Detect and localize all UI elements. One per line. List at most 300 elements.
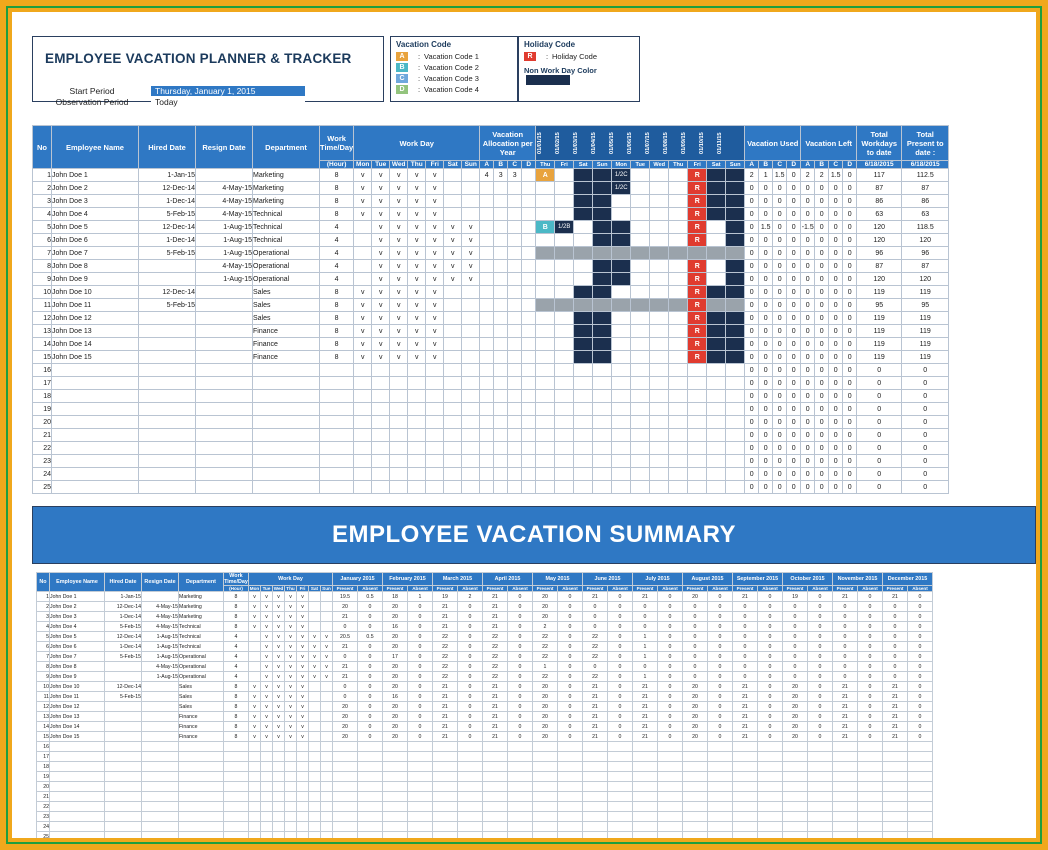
work-time-day[interactable]: 4: [320, 221, 354, 234]
vacation-left[interactable]: 0: [829, 442, 843, 455]
summary-absent[interactable]: 0: [658, 602, 683, 612]
summary-hired-date[interactable]: [105, 672, 142, 682]
calendar-cell[interactable]: R: [688, 273, 707, 286]
summary-workday-flag[interactable]: v: [309, 642, 321, 652]
workday-flag[interactable]: v: [426, 182, 444, 195]
workday-flag[interactable]: [390, 442, 408, 455]
summary-workday-flag[interactable]: v: [297, 722, 309, 732]
calendar-cell[interactable]: [726, 260, 745, 273]
summary-workday-flag[interactable]: v: [297, 712, 309, 722]
summary-absent[interactable]: 0: [508, 682, 533, 692]
summary-row-number[interactable]: 22: [37, 802, 50, 812]
workday-flag[interactable]: [426, 403, 444, 416]
calendar-cell[interactable]: [650, 195, 669, 208]
summary-absent[interactable]: 0: [658, 662, 683, 672]
vacation-used[interactable]: 0: [773, 299, 787, 312]
summary-absent[interactable]: 0: [758, 622, 783, 632]
summary-absent[interactable]: 0: [758, 612, 783, 622]
calendar-cell[interactable]: [707, 468, 726, 481]
vacation-used[interactable]: 0: [787, 299, 801, 312]
calendar-cell[interactable]: [612, 455, 631, 468]
vacation-used[interactable]: 0: [773, 325, 787, 338]
vacation-allocation[interactable]: [508, 351, 522, 364]
summary-present[interactable]: 0: [683, 622, 708, 632]
workday-flag[interactable]: [444, 286, 462, 299]
vacation-used[interactable]: 0: [773, 208, 787, 221]
vacation-left[interactable]: 0: [843, 364, 857, 377]
table-row[interactable]: [33, 234, 949, 247]
vacation-allocation[interactable]: [480, 286, 494, 299]
workday-flag[interactable]: v: [372, 182, 390, 195]
summary-present[interactable]: 1: [633, 672, 658, 682]
vacation-left[interactable]: 0: [801, 481, 815, 494]
calendar-cell[interactable]: [555, 403, 574, 416]
workday-flag[interactable]: [372, 403, 390, 416]
resign-date[interactable]: 1-Aug-15: [196, 247, 253, 260]
calendar-cell[interactable]: [707, 416, 726, 429]
vacation-left[interactable]: 0: [815, 221, 829, 234]
vacation-allocation[interactable]: [480, 221, 494, 234]
summary-work-time-day[interactable]: 4: [224, 672, 249, 682]
summary-absent[interactable]: 0: [858, 592, 883, 602]
summary-absent[interactable]: 0: [908, 592, 933, 602]
summary-present[interactable]: [483, 802, 508, 812]
vacation-used[interactable]: 0: [745, 273, 759, 286]
summary-present[interactable]: 21: [833, 712, 858, 722]
summary-department[interactable]: [179, 742, 224, 752]
workday-flag[interactable]: [390, 481, 408, 494]
summary-present[interactable]: 20: [533, 612, 558, 622]
hired-date[interactable]: 1-Dec-14: [139, 195, 196, 208]
table-row[interactable]: [33, 403, 949, 416]
total-workdays[interactable]: 120: [857, 234, 902, 247]
summary-absent[interactable]: 0: [858, 732, 883, 742]
vacation-left[interactable]: 0: [815, 351, 829, 364]
summary-workday-flag[interactable]: [285, 812, 297, 822]
vacation-left[interactable]: 0: [843, 182, 857, 195]
total-present[interactable]: 119: [902, 338, 949, 351]
summary-present[interactable]: [683, 812, 708, 822]
summary-present[interactable]: 21: [633, 692, 658, 702]
summary-absent[interactable]: [608, 802, 633, 812]
row-number[interactable]: 19: [33, 403, 52, 416]
vacation-used[interactable]: 0: [787, 260, 801, 273]
summary-employee-name[interactable]: [50, 812, 105, 822]
calendar-cell[interactable]: [612, 364, 631, 377]
summary-absent[interactable]: 0: [508, 662, 533, 672]
calendar-cell[interactable]: [726, 338, 745, 351]
vacation-allocation[interactable]: [494, 468, 508, 481]
vacation-left[interactable]: 0: [801, 182, 815, 195]
calendar-cell[interactable]: [669, 234, 688, 247]
summary-absent[interactable]: 0: [508, 602, 533, 612]
summary-table-row[interactable]: [37, 772, 933, 782]
calendar-cell[interactable]: [669, 455, 688, 468]
vacation-used[interactable]: 0: [759, 260, 773, 273]
calendar-cell[interactable]: [669, 416, 688, 429]
summary-present[interactable]: 21: [883, 722, 908, 732]
summary-absent[interactable]: 0: [358, 692, 383, 702]
workday-flag[interactable]: v: [426, 208, 444, 221]
calendar-cell[interactable]: [593, 325, 612, 338]
vacation-left[interactable]: 1.5: [829, 169, 843, 182]
vacation-used[interactable]: 0: [759, 481, 773, 494]
calendar-cell[interactable]: R: [688, 325, 707, 338]
calendar-cell[interactable]: [593, 221, 612, 234]
summary-absent[interactable]: 0: [358, 622, 383, 632]
vacation-left[interactable]: 0: [829, 312, 843, 325]
summary-present[interactable]: [433, 772, 458, 782]
summary-present[interactable]: [883, 822, 908, 832]
calendar-cell[interactable]: [536, 390, 555, 403]
workday-flag[interactable]: v: [426, 260, 444, 273]
summary-present[interactable]: [633, 772, 658, 782]
department[interactable]: Technical: [253, 208, 320, 221]
department[interactable]: Operational: [253, 273, 320, 286]
vacation-allocation[interactable]: [522, 260, 536, 273]
calendar-cell[interactable]: [555, 377, 574, 390]
workday-flag[interactable]: [408, 364, 426, 377]
vacation-left[interactable]: 0: [829, 429, 843, 442]
vacation-used[interactable]: 0: [745, 442, 759, 455]
workday-flag[interactable]: v: [390, 351, 408, 364]
row-number[interactable]: 15: [33, 351, 52, 364]
summary-present[interactable]: 0: [733, 652, 758, 662]
summary-present[interactable]: 0: [333, 652, 358, 662]
vacation-left[interactable]: 0: [801, 351, 815, 364]
summary-present[interactable]: 20: [683, 692, 708, 702]
summary-present[interactable]: 21: [833, 732, 858, 742]
calendar-cell[interactable]: [707, 234, 726, 247]
work-time-day[interactable]: 4: [320, 247, 354, 260]
calendar-cell[interactable]: [536, 182, 555, 195]
summary-absent[interactable]: [608, 832, 633, 839]
summary-row-number[interactable]: 18: [37, 762, 50, 772]
workday-flag[interactable]: v: [408, 286, 426, 299]
summary-workday-flag[interactable]: v: [273, 672, 285, 682]
summary-present[interactable]: 20: [383, 602, 408, 612]
summary-employee-name[interactable]: John Doe 1: [50, 592, 105, 602]
summary-absent[interactable]: 0: [708, 632, 733, 642]
vacation-left[interactable]: 0: [801, 208, 815, 221]
summary-workday-flag[interactable]: [321, 782, 333, 792]
calendar-cell[interactable]: [650, 247, 669, 260]
workday-flag[interactable]: [444, 195, 462, 208]
summary-present[interactable]: 22: [583, 652, 608, 662]
calendar-cell[interactable]: [555, 286, 574, 299]
department[interactable]: [253, 416, 320, 429]
summary-resign-date[interactable]: [142, 762, 179, 772]
summary-present[interactable]: [683, 752, 708, 762]
calendar-cell[interactable]: [612, 286, 631, 299]
summary-employee-name[interactable]: [50, 772, 105, 782]
workday-flag[interactable]: [372, 429, 390, 442]
employee-name[interactable]: John Doe 14: [52, 338, 139, 351]
calendar-cell[interactable]: [631, 299, 650, 312]
summary-workday-flag[interactable]: [261, 782, 273, 792]
vacation-left[interactable]: 0: [829, 468, 843, 481]
summary-absent[interactable]: 0: [458, 702, 483, 712]
calendar-cell[interactable]: [631, 351, 650, 364]
summary-present[interactable]: 20: [683, 722, 708, 732]
summary-workday-flag[interactable]: v: [261, 692, 273, 702]
summary-absent[interactable]: 0: [708, 702, 733, 712]
workday-flag[interactable]: [408, 390, 426, 403]
summary-absent[interactable]: [758, 762, 783, 772]
summary-workday-flag[interactable]: [321, 772, 333, 782]
summary-present[interactable]: [433, 742, 458, 752]
calendar-cell[interactable]: [536, 377, 555, 390]
calendar-cell[interactable]: [726, 468, 745, 481]
total-workdays[interactable]: 0: [857, 403, 902, 416]
calendar-cell[interactable]: [593, 351, 612, 364]
summary-present[interactable]: [583, 792, 608, 802]
summary-present[interactable]: 20: [333, 602, 358, 612]
hired-date[interactable]: [139, 455, 196, 468]
work-time-day[interactable]: [320, 377, 354, 390]
summary-hired-date[interactable]: [105, 742, 142, 752]
summary-absent[interactable]: 0: [808, 652, 833, 662]
summary-hired-date[interactable]: [105, 792, 142, 802]
summary-resign-date[interactable]: [142, 692, 179, 702]
workday-flag[interactable]: v: [408, 260, 426, 273]
summary-table-row[interactable]: [37, 712, 933, 722]
summary-absent[interactable]: 0: [508, 722, 533, 732]
summary-workday-flag[interactable]: v: [261, 712, 273, 722]
summary-workday-flag[interactable]: [309, 772, 321, 782]
vacation-allocation[interactable]: [508, 377, 522, 390]
summary-present[interactable]: [533, 812, 558, 822]
workday-flag[interactable]: v: [390, 221, 408, 234]
summary-present[interactable]: 20: [683, 592, 708, 602]
summary-workday-flag[interactable]: v: [249, 712, 261, 722]
calendar-cell[interactable]: [669, 351, 688, 364]
summary-workday-flag[interactable]: v: [297, 652, 309, 662]
summary-present[interactable]: [383, 792, 408, 802]
summary-present[interactable]: 20.5: [333, 632, 358, 642]
summary-absent[interactable]: 0: [908, 632, 933, 642]
total-present[interactable]: 0: [902, 429, 949, 442]
employee-name[interactable]: John Doe 13: [52, 325, 139, 338]
vacation-left[interactable]: 0: [815, 455, 829, 468]
workday-flag[interactable]: v: [390, 299, 408, 312]
summary-present[interactable]: 22: [533, 632, 558, 642]
calendar-cell[interactable]: [669, 182, 688, 195]
summary-resign-date[interactable]: [142, 812, 179, 822]
summary-present[interactable]: [483, 742, 508, 752]
calendar-cell[interactable]: [593, 481, 612, 494]
employee-name[interactable]: John Doe 12: [52, 312, 139, 325]
summary-workday-flag[interactable]: v: [297, 682, 309, 692]
vacation-allocation[interactable]: [522, 286, 536, 299]
workday-flag[interactable]: [354, 221, 372, 234]
summary-present[interactable]: [483, 792, 508, 802]
resign-date[interactable]: 4-May-15: [196, 260, 253, 273]
calendar-cell[interactable]: [612, 312, 631, 325]
vacation-used[interactable]: 0: [759, 429, 773, 442]
calendar-cell[interactable]: [726, 234, 745, 247]
summary-hired-date[interactable]: 1-Dec-14: [105, 612, 142, 622]
summary-absent[interactable]: [508, 742, 533, 752]
employee-name[interactable]: [52, 403, 139, 416]
vacation-used[interactable]: 0: [787, 429, 801, 442]
summary-workday-flag[interactable]: v: [285, 612, 297, 622]
calendar-cell[interactable]: [726, 416, 745, 429]
summary-present[interactable]: [733, 762, 758, 772]
vacation-used[interactable]: 0: [759, 247, 773, 260]
summary-workday-flag[interactable]: [321, 762, 333, 772]
workday-flag[interactable]: [372, 364, 390, 377]
calendar-cell[interactable]: [612, 299, 631, 312]
total-present[interactable]: 118.5: [902, 221, 949, 234]
summary-absent[interactable]: 0: [458, 662, 483, 672]
summary-absent[interactable]: 0: [458, 732, 483, 742]
calendar-cell[interactable]: [726, 455, 745, 468]
summary-absent[interactable]: [708, 802, 733, 812]
row-number[interactable]: 21: [33, 429, 52, 442]
summary-absent[interactable]: 0: [558, 672, 583, 682]
summary-absent[interactable]: [808, 782, 833, 792]
calendar-cell[interactable]: [612, 468, 631, 481]
summary-work-time-day[interactable]: 8: [224, 622, 249, 632]
workday-flag[interactable]: [372, 377, 390, 390]
vacation-used[interactable]: 0: [787, 364, 801, 377]
calendar-cell[interactable]: [707, 299, 726, 312]
calendar-cell[interactable]: [631, 247, 650, 260]
vacation-left[interactable]: 0: [829, 299, 843, 312]
summary-employee-name[interactable]: John Doe 11: [50, 692, 105, 702]
calendar-cell[interactable]: [574, 260, 593, 273]
summary-present[interactable]: [333, 762, 358, 772]
workday-flag[interactable]: v: [354, 195, 372, 208]
total-workdays[interactable]: 0: [857, 416, 902, 429]
summary-absent[interactable]: 0: [508, 612, 533, 622]
vacation-used[interactable]: 0: [745, 195, 759, 208]
summary-work-time-day[interactable]: [224, 772, 249, 782]
calendar-cell[interactable]: [707, 364, 726, 377]
summary-absent[interactable]: 0: [358, 602, 383, 612]
summary-employee-name[interactable]: [50, 792, 105, 802]
workday-flag[interactable]: [426, 468, 444, 481]
summary-present[interactable]: [583, 802, 608, 812]
vacation-left[interactable]: 0: [829, 221, 843, 234]
workday-flag[interactable]: v: [408, 169, 426, 182]
summary-workday-flag[interactable]: [261, 832, 273, 839]
summary-absent[interactable]: 0: [708, 662, 733, 672]
summary-present[interactable]: [383, 832, 408, 839]
total-workdays[interactable]: 87: [857, 182, 902, 195]
resign-date[interactable]: 4-May-15: [196, 182, 253, 195]
vacation-used[interactable]: 0: [787, 351, 801, 364]
work-time-day[interactable]: [320, 390, 354, 403]
calendar-cell[interactable]: [688, 377, 707, 390]
row-number[interactable]: 8: [33, 260, 52, 273]
workday-flag[interactable]: [444, 403, 462, 416]
vacation-used[interactable]: 1: [759, 169, 773, 182]
summary-workday-flag[interactable]: [297, 832, 309, 839]
vacation-left[interactable]: 0: [843, 325, 857, 338]
calendar-cell[interactable]: [650, 364, 669, 377]
summary-present[interactable]: 20: [533, 722, 558, 732]
summary-absent[interactable]: [508, 822, 533, 832]
vacation-used[interactable]: 0: [759, 442, 773, 455]
summary-workday-flag[interactable]: [297, 752, 309, 762]
summary-hired-date[interactable]: [105, 752, 142, 762]
summary-hired-date[interactable]: [105, 702, 142, 712]
summary-present[interactable]: [633, 762, 658, 772]
vacation-allocation[interactable]: [480, 260, 494, 273]
calendar-cell[interactable]: [726, 351, 745, 364]
summary-absent[interactable]: 0: [658, 712, 683, 722]
vacation-allocation[interactable]: [522, 468, 536, 481]
summary-present[interactable]: 20: [383, 682, 408, 692]
employee-name[interactable]: [52, 364, 139, 377]
summary-absent[interactable]: [558, 792, 583, 802]
summary-work-time-day[interactable]: 4: [224, 652, 249, 662]
calendar-cell[interactable]: R: [688, 351, 707, 364]
work-time-day[interactable]: 8: [320, 312, 354, 325]
vacation-allocation[interactable]: [494, 351, 508, 364]
summary-workday-flag[interactable]: v: [249, 682, 261, 692]
calendar-cell[interactable]: [555, 455, 574, 468]
summary-workday-flag[interactable]: v: [261, 682, 273, 692]
calendar-cell[interactable]: [669, 468, 688, 481]
calendar-cell[interactable]: [669, 325, 688, 338]
summary-absent[interactable]: 0: [708, 622, 733, 632]
summary-workday-flag[interactable]: [309, 752, 321, 762]
calendar-cell[interactable]: [631, 442, 650, 455]
workday-flag[interactable]: [372, 468, 390, 481]
summary-row-number[interactable]: 9: [37, 672, 50, 682]
summary-absent[interactable]: 0: [608, 642, 633, 652]
summary-absent[interactable]: [808, 812, 833, 822]
summary-row-number[interactable]: 13: [37, 712, 50, 722]
row-number[interactable]: 16: [33, 364, 52, 377]
summary-department[interactable]: [179, 832, 224, 839]
vacation-allocation[interactable]: [480, 416, 494, 429]
calendar-cell[interactable]: [650, 455, 669, 468]
summary-present[interactable]: 22: [533, 672, 558, 682]
summary-absent[interactable]: [708, 742, 733, 752]
summary-present[interactable]: [883, 772, 908, 782]
vacation-left[interactable]: 0: [843, 286, 857, 299]
summary-present[interactable]: [833, 742, 858, 752]
calendar-cell[interactable]: [574, 481, 593, 494]
summary-present[interactable]: 20: [783, 702, 808, 712]
row-number[interactable]: 25: [33, 481, 52, 494]
summary-table-row[interactable]: [37, 602, 933, 612]
summary-present[interactable]: 20: [683, 682, 708, 692]
workday-flag[interactable]: v: [372, 338, 390, 351]
summary-department[interactable]: Finance: [179, 712, 224, 722]
summary-resign-date[interactable]: 4-May-15: [142, 622, 179, 632]
vacation-allocation[interactable]: [522, 377, 536, 390]
summary-absent[interactable]: 0: [858, 602, 883, 612]
summary-absent[interactable]: [658, 782, 683, 792]
workday-flag[interactable]: [462, 377, 480, 390]
hired-date[interactable]: [139, 312, 196, 325]
vacation-used[interactable]: 0: [773, 403, 787, 416]
summary-absent[interactable]: 0: [358, 612, 383, 622]
calendar-cell[interactable]: [612, 377, 631, 390]
hired-date[interactable]: 12-Dec-14: [139, 286, 196, 299]
calendar-cell[interactable]: [707, 221, 726, 234]
hired-date[interactable]: 12-Dec-14: [139, 221, 196, 234]
calendar-cell[interactable]: [650, 260, 669, 273]
summary-absent[interactable]: [808, 742, 833, 752]
department[interactable]: Operational: [253, 260, 320, 273]
vacation-left[interactable]: 0: [829, 182, 843, 195]
